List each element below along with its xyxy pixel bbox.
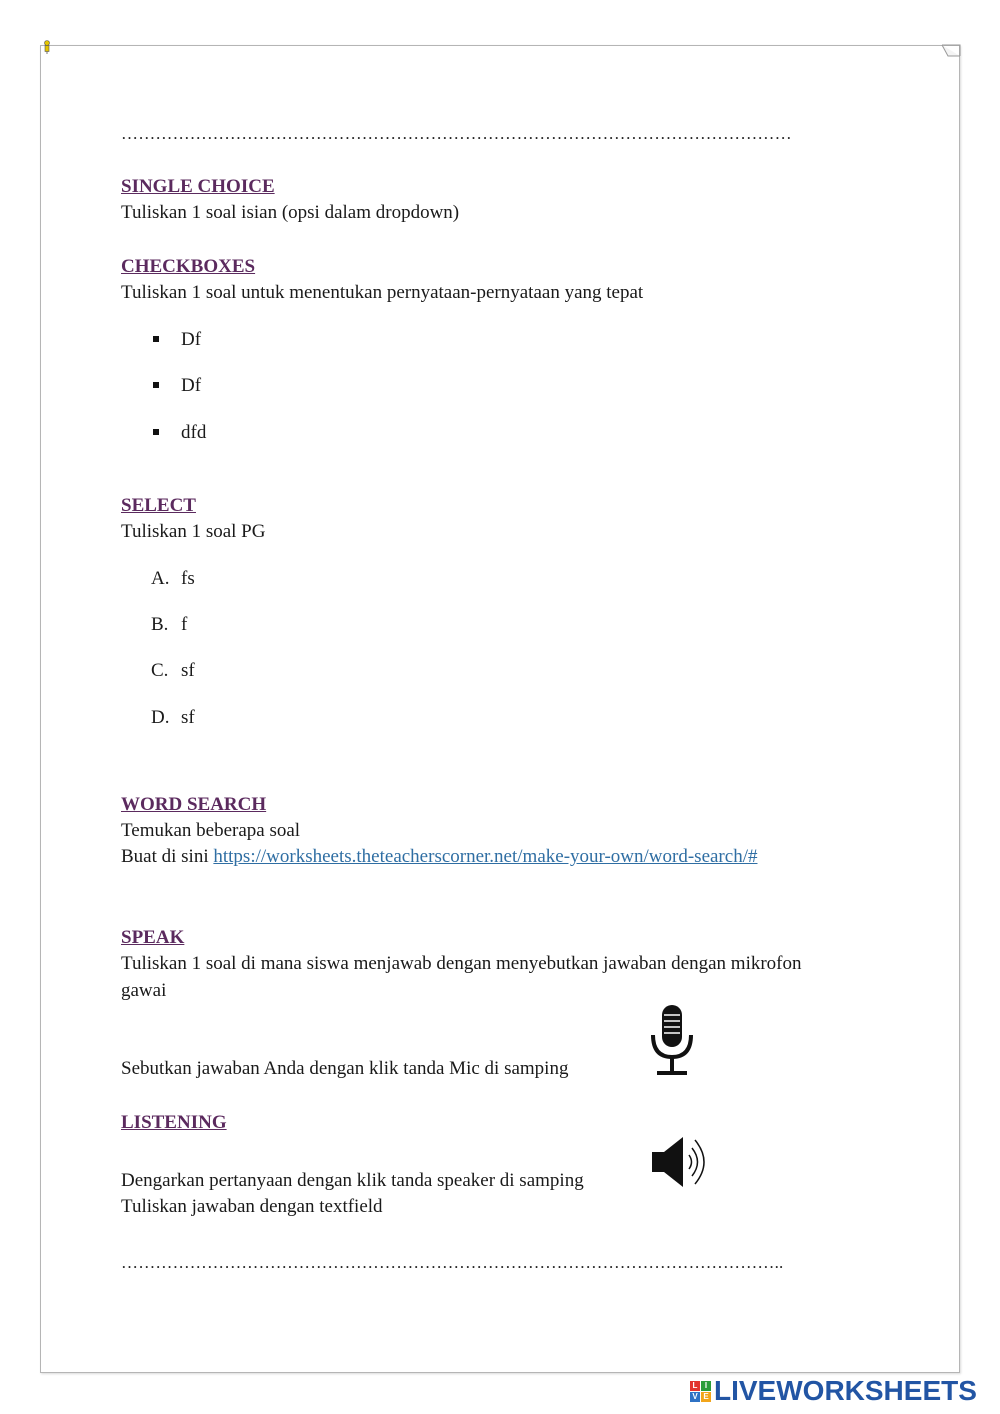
speak-line1: Tuliskan 1 soal di mana siswa menjawab dengan menyebutkan jawaban dengan mikrofon bbox=[121, 953, 802, 974]
logo-letter: E bbox=[701, 1392, 711, 1402]
word-search-link[interactable]: https://worksheets.theteacherscorner.net/make-your-own/word-search/# bbox=[213, 846, 758, 867]
single-choice-text: Tuliskan 1 soal isian (opsi dalam dropdown) bbox=[121, 202, 460, 223]
speaker-icon[interactable] bbox=[650, 1135, 716, 1189]
listening-heading: LISTENING bbox=[121, 1112, 227, 1133]
speak-heading: SPEAK bbox=[121, 927, 185, 948]
word-search-prefix: Buat di sini bbox=[121, 846, 209, 867]
logo-letter: I bbox=[701, 1381, 711, 1391]
option-text: f bbox=[181, 614, 188, 635]
microphone-icon[interactable] bbox=[648, 1003, 696, 1077]
page-corner-fold-icon bbox=[940, 44, 962, 58]
logo-letter: L bbox=[690, 1381, 700, 1391]
option-letter: A. bbox=[151, 568, 170, 589]
word-search-heading: WORD SEARCH bbox=[121, 794, 267, 815]
checkboxes-heading: CHECKBOXES bbox=[121, 256, 256, 277]
option-text: fs bbox=[181, 568, 195, 589]
select-heading: SELECT bbox=[121, 495, 196, 516]
dotted-separator-bottom: …………………………………………………………………………………………………….. bbox=[121, 1253, 784, 1272]
option-letter: D. bbox=[151, 707, 170, 728]
bullet-icon bbox=[153, 336, 159, 342]
speak-instruction: Sebutkan jawaban Anda dengan klik tanda Mic di samping bbox=[121, 1058, 569, 1079]
listening-line1: Dengarkan pertanyaan dengan klik tanda speaker di samping bbox=[121, 1170, 584, 1191]
single-choice-heading: SINGLE CHOICE bbox=[121, 176, 275, 197]
option-text: sf bbox=[181, 660, 195, 681]
bullet-icon bbox=[153, 382, 159, 388]
word-search-line1: Temukan beberapa soal bbox=[121, 820, 301, 841]
select-text: Tuliskan 1 soal PG bbox=[121, 521, 266, 542]
checkbox-item: Df bbox=[181, 329, 202, 350]
speak-line2: gawai bbox=[121, 980, 167, 1001]
pin-icon bbox=[42, 40, 52, 54]
option-letter: B. bbox=[151, 614, 169, 635]
checkboxes-text: Tuliskan 1 soal untuk menentukan pernyataan-pernyataan yang tepat bbox=[121, 282, 644, 303]
dotted-separator-top: ……………………………………………………………………………………………………… bbox=[121, 124, 792, 143]
logo-mark-icon bbox=[690, 1381, 711, 1402]
liveworksheets-logo[interactable] bbox=[690, 1374, 977, 1408]
checkbox-item: Df bbox=[181, 375, 202, 396]
word-search-line2 bbox=[121, 844, 757, 870]
listening-line2: Tuliskan jawaban dengan textfield bbox=[121, 1196, 383, 1217]
checkbox-item: dfd bbox=[181, 422, 207, 443]
bullet-icon bbox=[153, 429, 159, 435]
option-letter: C. bbox=[151, 660, 169, 681]
option-text: sf bbox=[181, 707, 195, 728]
logo-letter: V bbox=[690, 1392, 700, 1402]
logo-text: LIVEWORKSHEETS bbox=[714, 1375, 977, 1406]
